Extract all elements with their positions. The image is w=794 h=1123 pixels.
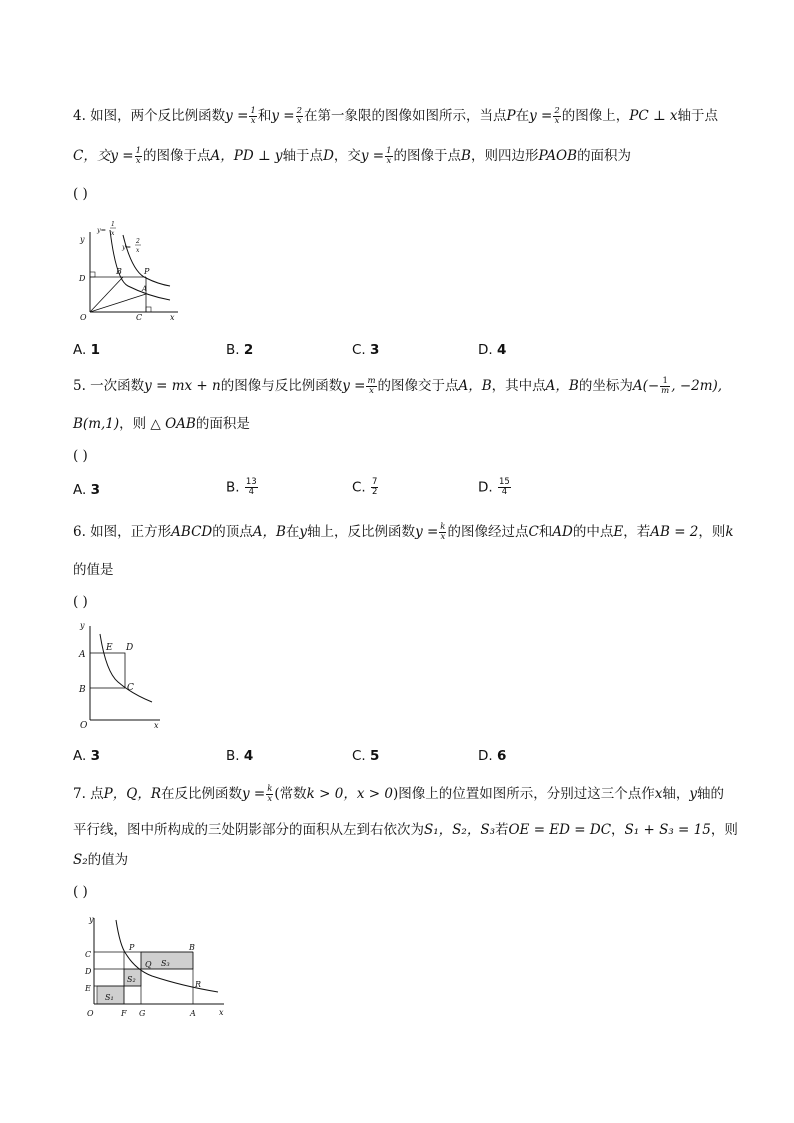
q7-math: x: [654, 786, 663, 802]
q7-line2: [73, 820, 738, 840]
q5-math: A，B: [458, 378, 492, 394]
q4-curve1-den: x: [111, 230, 115, 237]
q6-frac-k: $\frac{k}{x}$: [440, 522, 446, 542]
q6-line1: [73, 522, 734, 542]
q7-label-f: F: [121, 1009, 127, 1018]
q4-line2: [73, 146, 631, 166]
q6-label-o: O: [80, 721, 88, 731]
q7-math: P，Q，R: [103, 786, 161, 802]
q7-text: 若: [494, 822, 509, 838]
q4-math: P: [506, 108, 516, 124]
q4-math: D: [323, 148, 334, 164]
q6-math: AD: [552, 524, 573, 540]
q6-math: AB = 2: [650, 524, 699, 540]
q5-text: 的图像与反比例函数: [220, 378, 343, 394]
q5-math: , −2m),: [671, 378, 723, 394]
q6-label-y: y: [80, 621, 85, 630]
q5-text: ，则 △: [119, 416, 166, 432]
q7-label-a: A: [190, 1009, 196, 1018]
q6-answer-paren: ( ): [73, 594, 88, 610]
q6-math: y: [299, 524, 308, 540]
q5-option-b[interactable]: B. $\frac{13}{4}$: [226, 477, 257, 497]
q7-label-d: D: [85, 967, 92, 976]
q6-option-d[interactable]: D. 6: [478, 748, 507, 764]
q4-label-d: D: [79, 274, 86, 283]
q7-label-e: E: [85, 984, 91, 993]
q7-text: 在反比例函数: [161, 786, 242, 802]
q4-label-y: y: [80, 235, 85, 244]
q7-graph: [72, 912, 232, 1024]
q5-math: A，B: [545, 378, 579, 394]
q7-label-p: P: [129, 943, 135, 952]
q6-option-a[interactable]: A. 3: [73, 748, 100, 764]
q5-math: y = mx + n: [144, 378, 221, 394]
q4-answer-paren: ( ): [73, 186, 88, 202]
q4-math: B: [461, 148, 471, 164]
q6-math: y =: [415, 524, 439, 540]
q4-text: ，交: [333, 148, 361, 164]
q4-text: 在: [515, 108, 530, 124]
q6-text: 和: [538, 524, 553, 540]
q6-text: ，若: [623, 524, 651, 540]
q7-frac-k: $\frac{k}{x}$: [267, 784, 273, 804]
q7-label-g: G: [139, 1009, 146, 1018]
q4-text: 的图像上，: [561, 108, 630, 124]
q4-label-o: O: [80, 313, 87, 322]
q4-text: 和: [257, 108, 272, 124]
q4-label-p: P: [144, 267, 150, 276]
q5-line2: [73, 414, 250, 434]
q7-label-r: R: [195, 980, 202, 989]
q4-text: 轴于点: [282, 148, 324, 164]
q4-frac-4: $\frac{1}{x}$: [135, 146, 141, 166]
q4-frac-1: $\frac{1}{x}$: [250, 106, 256, 126]
q7-math: S₂: [73, 852, 88, 868]
q4-frac-2: $\frac{2}{x}$: [296, 106, 302, 126]
q7-text: ，: [611, 822, 625, 838]
q6-label-e: E: [106, 643, 113, 653]
q6-option-b[interactable]: B. 4: [226, 748, 254, 764]
q5-text: 5. 一次函数: [73, 378, 145, 394]
q7-label-s1: S₁: [105, 993, 114, 1002]
q6-graph: [76, 620, 171, 735]
q5-option-a[interactable]: A. 3: [73, 482, 100, 498]
q4-right-angle-c: [146, 307, 151, 312]
q6-text: 在: [285, 524, 300, 540]
q4-frac-3: $\frac{2}{x}$: [554, 106, 560, 126]
q5-text: 的图像交于点: [377, 378, 459, 394]
q7-label-y: y: [89, 915, 94, 924]
q4-text: 的图像于点: [393, 148, 462, 164]
q7-label-x: x: [219, 1008, 224, 1017]
q6-math: E: [613, 524, 624, 540]
q7-label-c: C: [85, 950, 92, 959]
q7-text: 平行线，图中所构成的三处阴影部分的面积从左到右依次为: [73, 822, 424, 838]
q4-math: PC ⊥ x: [629, 108, 678, 124]
q4-label-c: C: [136, 313, 143, 322]
q4-curve2-num: 2: [136, 238, 140, 245]
q7-text: 7. 点: [73, 786, 104, 802]
q7-line3: [73, 850, 128, 870]
q4-option-c[interactable]: C. 3: [352, 342, 380, 358]
q7-math: S₁，S₂，S₃: [424, 822, 495, 838]
q5-math: y =: [342, 378, 366, 394]
q6-math: C: [528, 524, 539, 540]
q6-math: k: [725, 524, 734, 540]
q5-text: 的面积是: [195, 416, 250, 432]
q6-label-a: A: [79, 650, 86, 660]
q7-math: k > 0，x > 0: [306, 786, 393, 802]
q4-curve-1: [110, 230, 170, 300]
q4-text: 的图像于点: [143, 148, 211, 164]
q4-text: 4. 如图，两个反比例函数: [73, 108, 226, 124]
q7-math: y: [689, 786, 697, 802]
q7-math: S₁ + S₃ = 15: [624, 822, 711, 838]
q4-curve2-label: y=: [122, 243, 132, 251]
q7-math: OE = ED = DC: [508, 822, 612, 838]
q4-frac-5: $\frac{1}{x}$: [386, 146, 392, 166]
q4-math: y =: [271, 108, 295, 124]
q5-answer-paren: ( ): [73, 448, 88, 464]
q4-curve2-den: x: [136, 247, 140, 254]
q4-label-a: A: [142, 285, 148, 293]
q4-option-a[interactable]: A. 1: [73, 342, 100, 358]
q4-math: ，PD ⊥ y: [220, 148, 283, 164]
q7-label-q: Q: [145, 960, 152, 969]
q4-math: PAOB: [538, 148, 578, 164]
q6-option-c[interactable]: C. 5: [352, 748, 380, 764]
q5-frac-m: $\frac{m}{x}$: [367, 376, 376, 396]
q6-line2: 的值是: [73, 562, 114, 578]
q7-label-o: O: [87, 1009, 94, 1018]
q4-math: y =: [110, 148, 134, 164]
q5-option-c[interactable]: C. $\frac{7}{2}$: [352, 477, 378, 497]
q6-text: 6. 如图，正方形: [73, 524, 172, 540]
q7-line1: [73, 784, 724, 804]
q6-label-x: x: [154, 721, 159, 730]
q7-label-b: B: [189, 943, 195, 952]
q7-answer-paren: ( ): [73, 884, 88, 900]
q7-text: (常数: [274, 786, 307, 802]
q5-math: OAB: [165, 416, 196, 432]
q5-math: B(m,1): [73, 416, 120, 432]
q7-text: ，则: [710, 822, 738, 838]
q5-line1: [73, 376, 722, 396]
q5-option-d[interactable]: D. $\frac{15}{4}$: [478, 477, 510, 497]
q4-text: 的面积为: [577, 148, 632, 164]
q6-text: 轴上，反比例函数: [307, 524, 416, 540]
q4-text: 轴于点: [677, 108, 719, 124]
q4-math: y =: [529, 108, 553, 124]
q6-label-c: C: [127, 683, 134, 693]
q6-text: 的中点: [572, 524, 614, 540]
q4-text: ，则四边形: [470, 148, 539, 164]
q4-option-d[interactable]: D. 4: [478, 342, 507, 358]
q5-text: 的坐标为: [578, 378, 633, 394]
q7-text: 的值为: [87, 852, 129, 868]
q7-text: )图像上的位置如图所示，分别过这三个点作: [392, 786, 655, 802]
q4-line1: [73, 106, 718, 126]
q4-curve1-label: y=: [97, 226, 107, 234]
q4-text: C，交: [73, 148, 111, 164]
q7-math: y =: [242, 786, 266, 802]
q6-math: A，B: [252, 524, 286, 540]
q4-curve1-num: 1: [111, 221, 115, 228]
q4-math: y =: [225, 108, 249, 124]
q4-right-angle-d: [90, 272, 95, 277]
q6-label-d: D: [126, 643, 134, 653]
q5-math: A(−: [632, 378, 660, 394]
q6-text: 的图像经过点: [447, 524, 529, 540]
q4-math: y =: [360, 148, 385, 164]
q7-label-s2: S₂: [127, 975, 136, 984]
q6-label-b: B: [79, 685, 86, 695]
q4-text: 在第一象限的图像如图所示，当点: [303, 108, 507, 124]
q4-option-b[interactable]: B. 2: [226, 342, 254, 358]
q6-text: 的顶点: [212, 524, 253, 540]
q4-label-x: x: [170, 313, 175, 322]
q6-square: [90, 653, 125, 688]
q5-text: ，其中点: [491, 378, 546, 394]
q4-graph: [78, 220, 188, 320]
q5-frac-a: $\frac{1}{m}$: [661, 376, 670, 396]
q6-text: ，则: [698, 524, 726, 540]
q7-text: 轴，: [662, 786, 690, 802]
q7-text: 轴的: [696, 786, 724, 802]
q7-label-s3: S₃: [161, 959, 170, 968]
q4-math: A: [210, 148, 221, 164]
q6-math: ABCD: [171, 524, 213, 540]
q4-label-b: B: [116, 267, 122, 276]
